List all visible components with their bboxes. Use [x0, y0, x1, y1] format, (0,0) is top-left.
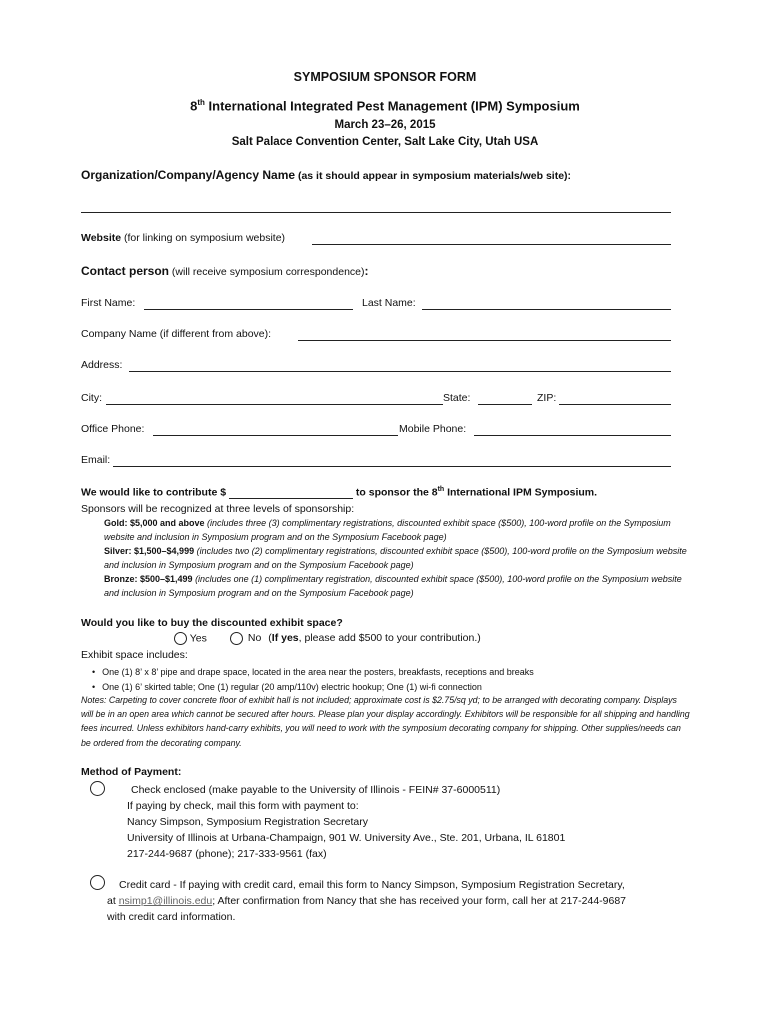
- contribution-suffix: International IPM Symposium.: [444, 486, 598, 499]
- office-phone-label: Office Phone:: [81, 423, 145, 435]
- check-line-4: University of Illinois at Urbana-Champaign, 901 W. University Ave., Ste. 201, Urbana, IL 61801: [127, 832, 566, 844]
- event-ordinal: 8: [190, 98, 198, 114]
- event-dates: March 23–26, 2015: [334, 119, 436, 131]
- credit-card-at: at: [107, 895, 119, 907]
- company-row: [81, 328, 671, 342]
- exhibit-yes-option[interactable]: [174, 632, 207, 646]
- payment-method-title: Method of Payment:: [81, 766, 182, 778]
- exhibit-question: Would you like to buy the discounted exhibit space?: [81, 617, 343, 629]
- check-line-5: 217-244-9687 (phone); 217-333-9561 (fax): [127, 848, 327, 860]
- no-label: No: [247, 632, 262, 645]
- gold-level: [104, 517, 694, 544]
- last-name-label: Last Name:: [362, 297, 416, 309]
- org-name-field[interactable]: [81, 200, 671, 213]
- contribution-line: [81, 486, 597, 499]
- contribution-amount-field[interactable]: [229, 487, 353, 499]
- city-row: [81, 392, 671, 406]
- contact-person-label: [81, 264, 369, 278]
- last-name-field[interactable]: [422, 297, 671, 310]
- exhibit-includes-list: [92, 665, 534, 695]
- check-line-2: If paying by check, mail this form with payment to:: [127, 800, 359, 812]
- check-line-1: Check enclosed (make payable to the University of Illinois - FEIN# 37-6000511): [131, 784, 501, 796]
- address-label: Address:: [81, 359, 123, 371]
- address-field[interactable]: [129, 359, 671, 372]
- zip-field[interactable]: [559, 392, 671, 405]
- name-row: [81, 297, 671, 311]
- contribution-ordinal-suffix: th: [437, 486, 445, 493]
- if-yes-open-paren: (: [268, 632, 272, 645]
- state-field[interactable]: [478, 392, 532, 405]
- website-label-rest: (for linking on symposium website): [121, 232, 286, 244]
- event-ordinal-suffix: th: [197, 98, 205, 107]
- if-yes-rest: , please add $500 to your contribution.): [298, 632, 481, 645]
- bronze-level: [104, 573, 694, 600]
- event-venue: Salt Palace Convention Center, Salt Lake City, Utah USA: [231, 136, 539, 148]
- zip-label: ZIP:: [537, 392, 557, 404]
- list-item: • One (1) 8’ x 8’ pipe and drape space, located in the area near the posters, breakfasts, receptions and breaks: [92, 665, 534, 680]
- exhibit-no-option[interactable]: [230, 632, 481, 646]
- event-name: [0, 98, 770, 113]
- email-label: Email:: [81, 454, 111, 466]
- gold-level-label: Gold: $5,000 and above: [104, 518, 205, 528]
- mobile-phone-label: Mobile Phone:: [399, 423, 467, 435]
- check-line-3: Nancy Simpson, Symposium Registration Secretary: [127, 816, 369, 828]
- state-label: State:: [443, 392, 471, 404]
- contact-label: Contact person: [81, 264, 170, 278]
- website-label-bold: Website: [81, 232, 122, 244]
- credit-card-radio[interactable]: [90, 875, 105, 890]
- email-link[interactable]: nsimp1@illinois.edu: [118, 895, 213, 907]
- silver-level-label: Silver: $1,500–$4,999: [104, 546, 195, 556]
- company-name-label: Company Name (if different from above):: [81, 328, 272, 340]
- credit-card-payment-option: [107, 877, 707, 925]
- list-item: • One (1) 6’ skirted table; One (1) regular (20 amp/110v) electric hookup; One (1) wi-fi connection: [92, 680, 534, 695]
- city-field[interactable]: [106, 392, 443, 405]
- contribution-prefix: We would like to contribute $: [81, 486, 229, 499]
- bronze-level-text: (includes one (1) complimentary registration, discounted exhibit space ($500), 100-word profile on the Symposium website and inclusion in Symposium program and on the Symposium Facebook page): [104, 574, 682, 598]
- yes-radio[interactable]: [174, 632, 187, 645]
- website-field[interactable]: [312, 232, 671, 245]
- website-row: [81, 232, 671, 246]
- bronze-level-label: Bronze: $500–$1,499: [104, 574, 193, 584]
- credit-card-line-2: [107, 893, 707, 909]
- contact-label-note: (will receive symposium correspondence): [169, 266, 365, 278]
- check-payment-option: [127, 782, 565, 862]
- org-label: Organization/Company/Agency Name: [81, 168, 296, 182]
- event-title: International Integrated Pest Management (IPM) Symposium: [204, 98, 580, 114]
- org-name-label: [81, 168, 571, 182]
- contact-label-colon: :: [364, 264, 369, 278]
- email-field[interactable]: [113, 454, 671, 467]
- exhibit-if-yes-note: [268, 632, 480, 644]
- phone-row: [81, 423, 671, 437]
- credit-card-line-1: Credit card - If paying with credit card, email this form to Nancy Simpson, Symposium Registration Secretary,: [119, 879, 625, 891]
- yes-label: Yes: [189, 632, 207, 645]
- check-radio[interactable]: [90, 781, 105, 796]
- credit-card-line-2-rest: ; After confirmation from Nancy that she has received your form, call her at 217-244-9687: [212, 895, 627, 907]
- silver-level: [104, 545, 694, 572]
- credit-card-line-3: with credit card information.: [107, 911, 236, 923]
- exhibit-notes: Notes: Carpeting to cover concrete floor of exhibit hall is not included; approximate cost is $2.75/sq yd; to be arranged with decorating company. Displays will be in an open area which cannot be secured after hours. Please plan your display accordingly. Exhibitors will be responsible for all shipping and handling fees incurred. Unless exhibitors hand-carry exhibits, you will need to work with the symposium decorating company for shipping. Other supplies/needs can be ordered from the decorating company.: [81, 695, 690, 748]
- if-yes-bold: If yes: [271, 632, 299, 645]
- org-label-note: (as it should appear in symposium materials/web site):: [295, 170, 572, 182]
- form-title: SYMPOSIUM SPONSOR FORM: [293, 70, 477, 84]
- first-name-field[interactable]: [144, 297, 353, 310]
- website-label: [81, 232, 285, 244]
- contribution-middle: to sponsor the 8: [352, 486, 438, 499]
- email-row: [81, 454, 671, 468]
- office-phone-field[interactable]: [153, 423, 398, 436]
- no-radio[interactable]: [230, 632, 243, 645]
- company-name-field[interactable]: [298, 328, 671, 341]
- city-label: City:: [81, 392, 102, 404]
- mobile-phone-field[interactable]: [474, 423, 671, 436]
- sponsorship-levels-intro: Sponsors will be recognized at three levels of sponsorship:: [81, 503, 355, 515]
- address-row: [81, 359, 671, 373]
- silver-level-text: (includes two (2) complimentary registrations, discounted exhibit space ($500), 100-word profile on the Symposium website and inclusion in Symposium program and on the Symposium Facebook page): [104, 546, 687, 570]
- first-name-label: First Name:: [81, 297, 136, 309]
- exhibit-includes-label: Exhibit space includes:: [81, 649, 188, 661]
- gold-level-text: (includes three (3) complimentary registrations, discounted exhibit space ($500), 100-word profile on the Symposium website and inclusion in Symposium program and on the Symposium Facebook page): [104, 518, 671, 542]
